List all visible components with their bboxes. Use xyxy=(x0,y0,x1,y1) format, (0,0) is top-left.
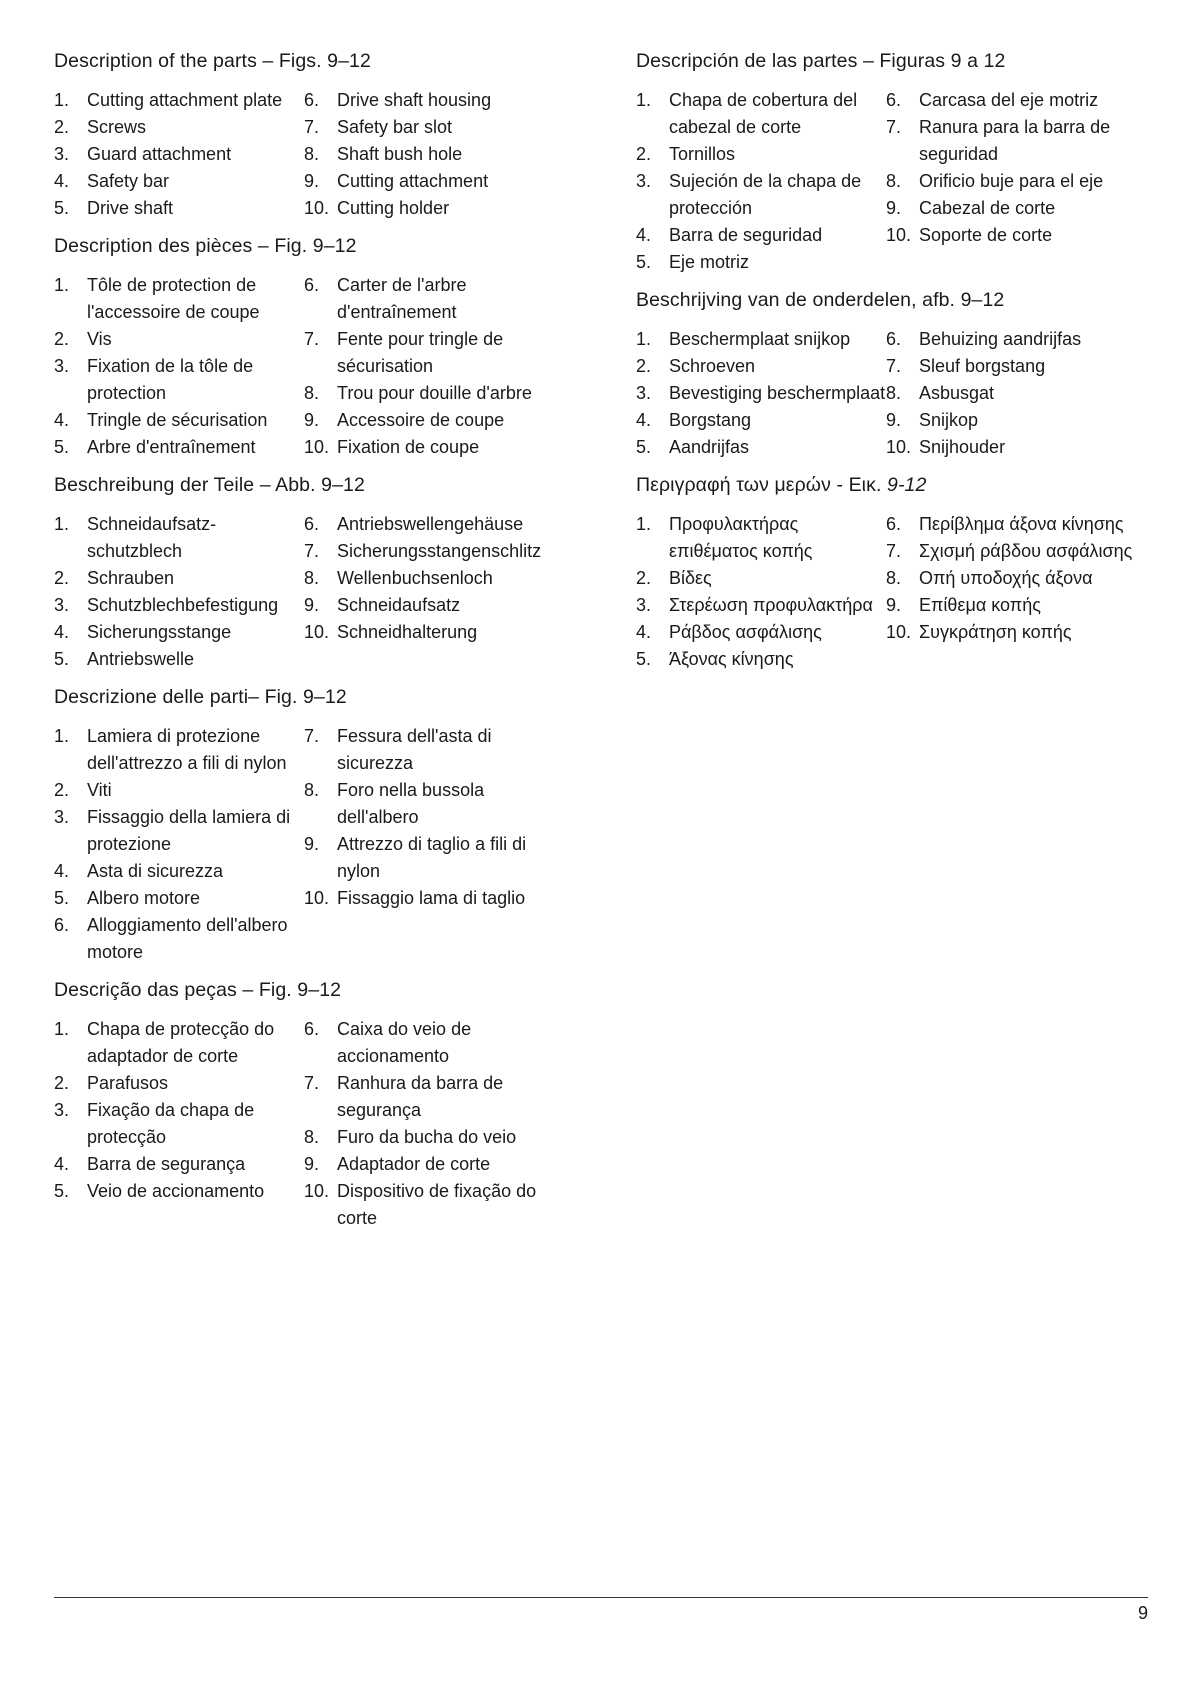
list-item: 5. Albero motore xyxy=(54,888,201,908)
list-item: 6. Περίβλημα άξονα κίνησης xyxy=(886,514,1124,534)
list-item: 4. Safety bar xyxy=(54,171,170,191)
section-title: Descrição das peças – Fig. 9–12 xyxy=(54,979,342,1001)
list-item: 3. Sujeción de la chapa de protección xyxy=(636,171,862,218)
list-item: 4. Asta di sicurezza xyxy=(54,861,224,881)
list-item: 8. Orificio buje para el eje xyxy=(886,171,1104,191)
list-item: 7. Sleuf borgstang xyxy=(886,356,1046,376)
section-title: Descrizione delle parti– Fig. 9–12 xyxy=(54,686,347,708)
list-item: 3. Fixation de la tôle de protection xyxy=(54,356,254,403)
section-title: Περιγραφή των μερών - Εικ. 9-12 xyxy=(636,474,927,496)
list-item: 7. Fessura dell'asta di sicurezza xyxy=(304,726,492,773)
list-item: 3. Bevestiging beschermplaat xyxy=(636,383,886,403)
section-title: Descripción de las partes – Figuras 9 a 12 xyxy=(636,50,1006,72)
section-title: Description des pièces – Fig. 9–12 xyxy=(54,235,357,257)
list-item: 10. Fissaggio lama di taglio xyxy=(304,888,526,908)
list-item: 1. Cutting attachment plate xyxy=(54,90,283,110)
list-item: 3. Στερέωση προφυλακτήρα xyxy=(636,595,873,615)
list-item: 1. Προφυλακτήρας επιθέματος κοπής xyxy=(636,514,813,561)
list-item: 10. Dispositivo de fixação do corte xyxy=(304,1181,537,1228)
list-item: 2. Tornillos xyxy=(636,144,736,164)
section-nl xyxy=(636,287,1136,461)
list-item: 2. Schrauben xyxy=(54,568,175,588)
section-en xyxy=(54,48,554,222)
list-item: 9. Cabezal de corte xyxy=(886,198,1056,218)
left-column xyxy=(54,48,554,1243)
list-item: 6. Alloggiamento dell'albero motore xyxy=(54,915,288,962)
list-item: 2. Βίδες xyxy=(636,568,712,588)
page-number: 9 xyxy=(1137,1603,1148,1623)
list-item: 6. Drive shaft housing xyxy=(304,90,492,110)
section-pt xyxy=(54,977,554,1232)
list-item: 8. Asbusgat xyxy=(886,383,995,403)
list-item: 7. Sicherungsstangenschlitz xyxy=(304,541,542,561)
list-item: 8. Trou pour douille d'arbre xyxy=(304,383,532,403)
list-item: 1. Chapa de cobertura del cabezal de corte xyxy=(636,90,858,137)
list-item: 4. Borgstang xyxy=(636,410,752,430)
list-item: 2. Screws xyxy=(54,117,147,137)
list-item: 5. Antriebswelle xyxy=(54,649,195,669)
section-title: Description of the parts – Figs. 9–12 xyxy=(54,50,371,72)
list-item: 9. Attrezzo di taglio a fili di nylon xyxy=(304,834,527,881)
list-item: 5. Veio de accionamento xyxy=(54,1181,265,1201)
list-item: 5. Eje motriz xyxy=(636,252,750,272)
list-item: 9. Schneidaufsatz xyxy=(304,595,461,615)
list-item: 6. Carcasa del eje motriz xyxy=(886,90,1099,110)
list-item: 6. Carter de l'arbre d'entraînement xyxy=(304,275,467,322)
list-item: 4. Barra de segurança xyxy=(54,1154,246,1174)
list-item: 7. Ranura para la barra de seguridad xyxy=(886,117,1111,164)
list-item: 2. Schroeven xyxy=(636,356,756,376)
section-de xyxy=(54,472,554,673)
list-item: 10. Snijhouder xyxy=(886,437,1006,457)
list-item: 3. Schutzblechbefestigung xyxy=(54,595,279,615)
list-item: 8. Wellenbuchsenloch xyxy=(304,568,493,588)
list-item: 2. Viti xyxy=(54,780,112,800)
list-item: 9. Snijkop xyxy=(886,410,979,430)
list-item: 3. Fixação da chapa de protecção xyxy=(54,1100,255,1147)
section-title: Beschrijving van de onderdelen, afb. 9–12 xyxy=(636,289,1005,311)
list-item: 1. Schneidaufsatz-schutzblech xyxy=(54,514,217,561)
list-item: 1. Beschermplaat snijkop xyxy=(636,329,851,349)
section-it xyxy=(54,684,554,966)
right-column xyxy=(636,48,1136,684)
list-item: 10. Fixation de coupe xyxy=(304,437,480,457)
list-item: 5. Άξονας κίνησης xyxy=(636,649,794,669)
list-item: 9. Adaptador de corte xyxy=(304,1154,491,1174)
section-title: Beschreibung der Teile – Abb. 9–12 xyxy=(54,474,365,496)
footer-divider xyxy=(54,1597,1148,1598)
list-item: 1. Chapa de protecção do adaptador de corte xyxy=(54,1019,275,1066)
section-es xyxy=(636,48,1136,276)
list-item: 3. Fissaggio della lamiera di protezione xyxy=(54,807,291,854)
list-item: 3. Guard attachment xyxy=(54,144,232,164)
list-item: 2. Parafusos xyxy=(54,1073,169,1093)
list-item: 8. Furo da bucha do veio xyxy=(304,1127,517,1147)
list-item: 6. Behuizing aandrijfas xyxy=(886,329,1082,349)
list-item: 8. Foro nella bussola dell'albero xyxy=(304,780,485,827)
list-item: 8. Shaft bush hole xyxy=(304,144,463,164)
list-item: 7. Ranhura da barra de segurança xyxy=(304,1073,504,1120)
list-item: 10. Συγκράτηση κοπής xyxy=(886,622,1072,642)
list-item: 8. Οπή υποδοχής άξονα xyxy=(886,568,1093,588)
list-item: 9. Επίθεμα κοπής xyxy=(886,595,1041,615)
list-item: 5. Arbre d'entraînement xyxy=(54,437,256,457)
list-item: 7. Safety bar slot xyxy=(304,117,453,137)
section-fr xyxy=(54,233,554,461)
list-item: 5. Aandrijfas xyxy=(636,437,750,457)
list-item: 4. Barra de seguridad xyxy=(636,225,823,245)
list-item: 2. Vis xyxy=(54,329,112,349)
list-item: 10. Schneidhalterung xyxy=(304,622,478,642)
list-item: 4. Ράβδος ασφάλισης xyxy=(636,622,822,642)
section-el xyxy=(636,472,1136,673)
list-item: 7. Fente pour tringle de sécurisation xyxy=(304,329,504,376)
list-item: 4. Sicherungsstange xyxy=(54,622,232,642)
list-item: 9. Cutting attachment xyxy=(304,171,489,191)
list-item: 6. Antriebswellengehäuse xyxy=(304,514,524,534)
list-item: 1. Lamiera di protezione dell'attrezzo a fili di nylon xyxy=(54,726,287,773)
list-item: 10. Cutting holder xyxy=(304,198,450,218)
list-item: 5. Drive shaft xyxy=(54,198,174,218)
list-item: 10. Soporte de corte xyxy=(886,225,1053,245)
list-item: 6. Caixa do veio de accionamento xyxy=(304,1019,472,1066)
list-item: 1. Tôle de protection de l'accessoire de coupe xyxy=(54,275,260,322)
list-item: 9. Accessoire de coupe xyxy=(304,410,505,430)
list-item: 4. Tringle de sécurisation xyxy=(54,410,268,430)
list-item: 7. Σχισμή ράβδου ασφάλισης xyxy=(886,541,1133,561)
